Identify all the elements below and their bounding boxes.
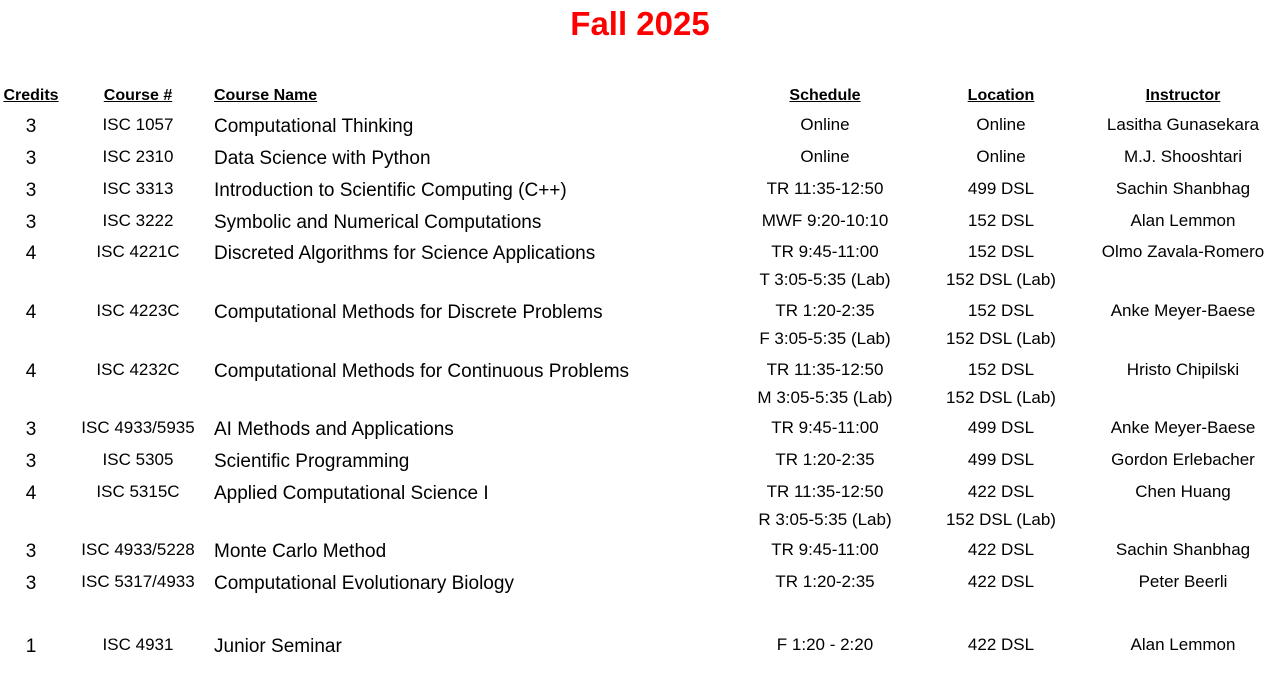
instructor-cell: Olmo Zavala-Romero [1101, 242, 1265, 261]
course-name-cell: Computational Methods for Continuous Problems [214, 361, 630, 382]
instructor-cell: Chen Huang [1135, 482, 1231, 501]
header-credits: Credits [3, 87, 59, 104]
instructor-cell: Lasitha Gunasekara [1106, 115, 1260, 134]
course-number-cell: ISC 4933/5935 [81, 418, 195, 437]
header-course-name: Course Name [214, 87, 318, 104]
course-number-cell: ISC 4221C [96, 242, 180, 261]
lab-schedule-cell: R 3:05-5:35 (Lab) [758, 510, 892, 529]
location-cell: 499 DSL [967, 179, 1035, 198]
location-cell: 422 DSL [967, 572, 1035, 591]
credits-cell: 1 [25, 636, 37, 657]
course-name-cell: Scientific Programming [214, 451, 410, 472]
course-number-cell: ISC 3222 [102, 211, 174, 230]
course-number-cell: ISC 1057 [102, 115, 174, 134]
credits-cell: 3 [25, 180, 37, 201]
location-cell: 152 DSL [967, 211, 1035, 230]
instructor-cell: Peter Beerli [1138, 572, 1228, 591]
location-cell: 422 DSL [967, 635, 1035, 654]
location-cell: 499 DSL [967, 450, 1035, 469]
credits-cell: 4 [25, 361, 37, 382]
course-number-cell: ISC 5305 [102, 450, 174, 469]
credits-cell: 3 [25, 451, 37, 472]
credits-cell: 3 [25, 573, 37, 594]
instructor-cell: Anke Meyer-Baese [1110, 418, 1256, 437]
course-name-cell: Applied Computational Science I [214, 483, 489, 504]
location-cell: 152 DSL [967, 301, 1035, 320]
course-name-cell: Computational Thinking [214, 116, 414, 137]
instructor-cell: Gordon Erlebacher [1111, 450, 1255, 469]
schedule-cell: TR 11:35-12:50 [766, 179, 884, 198]
credits-cell: 3 [25, 116, 37, 137]
course-name-cell: Monte Carlo Method [214, 541, 387, 562]
header-instructor: Instructor [1145, 87, 1221, 104]
schedule-cell: MWF 9:20-10:10 [761, 211, 889, 230]
location-cell: Online [976, 115, 1026, 134]
lab-location-cell: 152 DSL (Lab) [946, 270, 1056, 289]
course-number-cell: ISC 5317/4933 [81, 572, 195, 591]
course-number-cell: ISC 5315C [96, 482, 180, 501]
course-number-cell: ISC 4232C [96, 360, 180, 379]
course-number-cell: ISC 4933/5228 [81, 540, 195, 559]
location-cell: 422 DSL [967, 482, 1035, 501]
credits-cell: 3 [25, 212, 37, 233]
course-name-cell: Discreted Algorithms for Science Applications [214, 243, 596, 264]
schedule-cell: TR 9:45-11:00 [771, 242, 879, 261]
course-number-cell: ISC 3313 [102, 179, 174, 198]
schedule-cell: TR 11:35-12:50 [766, 482, 884, 501]
course-name-cell: AI Methods and Applications [214, 419, 454, 440]
credits-cell: 3 [25, 148, 37, 169]
lab-location-cell: 152 DSL (Lab) [946, 329, 1056, 348]
credits-cell: 3 [25, 541, 37, 562]
lab-location-cell: 152 DSL (Lab) [946, 388, 1056, 407]
instructor-cell: Sachin Shanbhag [1115, 179, 1251, 198]
header-schedule: Schedule [789, 87, 861, 104]
instructor-cell: Hristo Chipilski [1126, 360, 1240, 379]
page-title: Fall 2025 [570, 5, 710, 42]
header-location: Location [967, 87, 1035, 104]
schedule-cell: Online [800, 147, 850, 166]
lab-schedule-cell: T 3:05-5:35 (Lab) [759, 270, 891, 289]
location-cell: 422 DSL [967, 540, 1035, 559]
credits-cell: 4 [25, 302, 37, 323]
schedule-cell: TR 9:45-11:00 [771, 540, 879, 559]
lab-schedule-cell: M 3:05-5:35 (Lab) [757, 388, 893, 407]
schedule-cell: TR 1:20-2:35 [775, 301, 875, 320]
instructor-cell: M.J. Shooshtari [1123, 147, 1243, 166]
instructor-cell: Anke Meyer-Baese [1110, 301, 1256, 320]
course-name-cell: Data Science with Python [214, 148, 431, 169]
credits-cell: 3 [25, 419, 37, 440]
schedule-cell: F 1:20 - 2:20 [776, 635, 874, 654]
lab-schedule-cell: F 3:05-5:35 (Lab) [759, 329, 891, 348]
course-number-cell: ISC 2310 [102, 147, 174, 166]
location-cell: Online [976, 147, 1026, 166]
course-number-cell: ISC 4223C [96, 301, 180, 320]
course-name-cell: Introduction to Scientific Computing (C++) [214, 180, 567, 201]
schedule-cell: TR 9:45-11:00 [771, 418, 879, 437]
course-name-cell: Computational Methods for Discrete Problems [214, 302, 603, 323]
location-cell: 152 DSL [967, 360, 1035, 379]
instructor-cell: Alan Lemmon [1130, 211, 1236, 230]
schedule-cell: TR 11:35-12:50 [766, 360, 884, 379]
location-cell: 152 DSL [967, 242, 1035, 261]
credits-cell: 4 [25, 483, 37, 504]
instructor-cell: Sachin Shanbhag [1115, 540, 1251, 559]
header-course-number: Course # [103, 87, 173, 104]
course-name-cell: Computational Evolutionary Biology [214, 573, 514, 594]
schedule-cell: TR 1:20-2:35 [775, 572, 875, 591]
instructor-cell: Alan Lemmon [1130, 635, 1236, 654]
course-name-cell: Symbolic and Numerical Computations [214, 212, 542, 233]
schedule-cell: TR 1:20-2:35 [775, 450, 875, 469]
schedule-cell: Online [800, 115, 850, 134]
course-name-cell: Junior Seminar [214, 636, 342, 657]
course-number-cell: ISC 4931 [102, 635, 174, 654]
lab-location-cell: 152 DSL (Lab) [946, 510, 1056, 529]
credits-cell: 4 [25, 243, 37, 264]
location-cell: 499 DSL [967, 418, 1035, 437]
